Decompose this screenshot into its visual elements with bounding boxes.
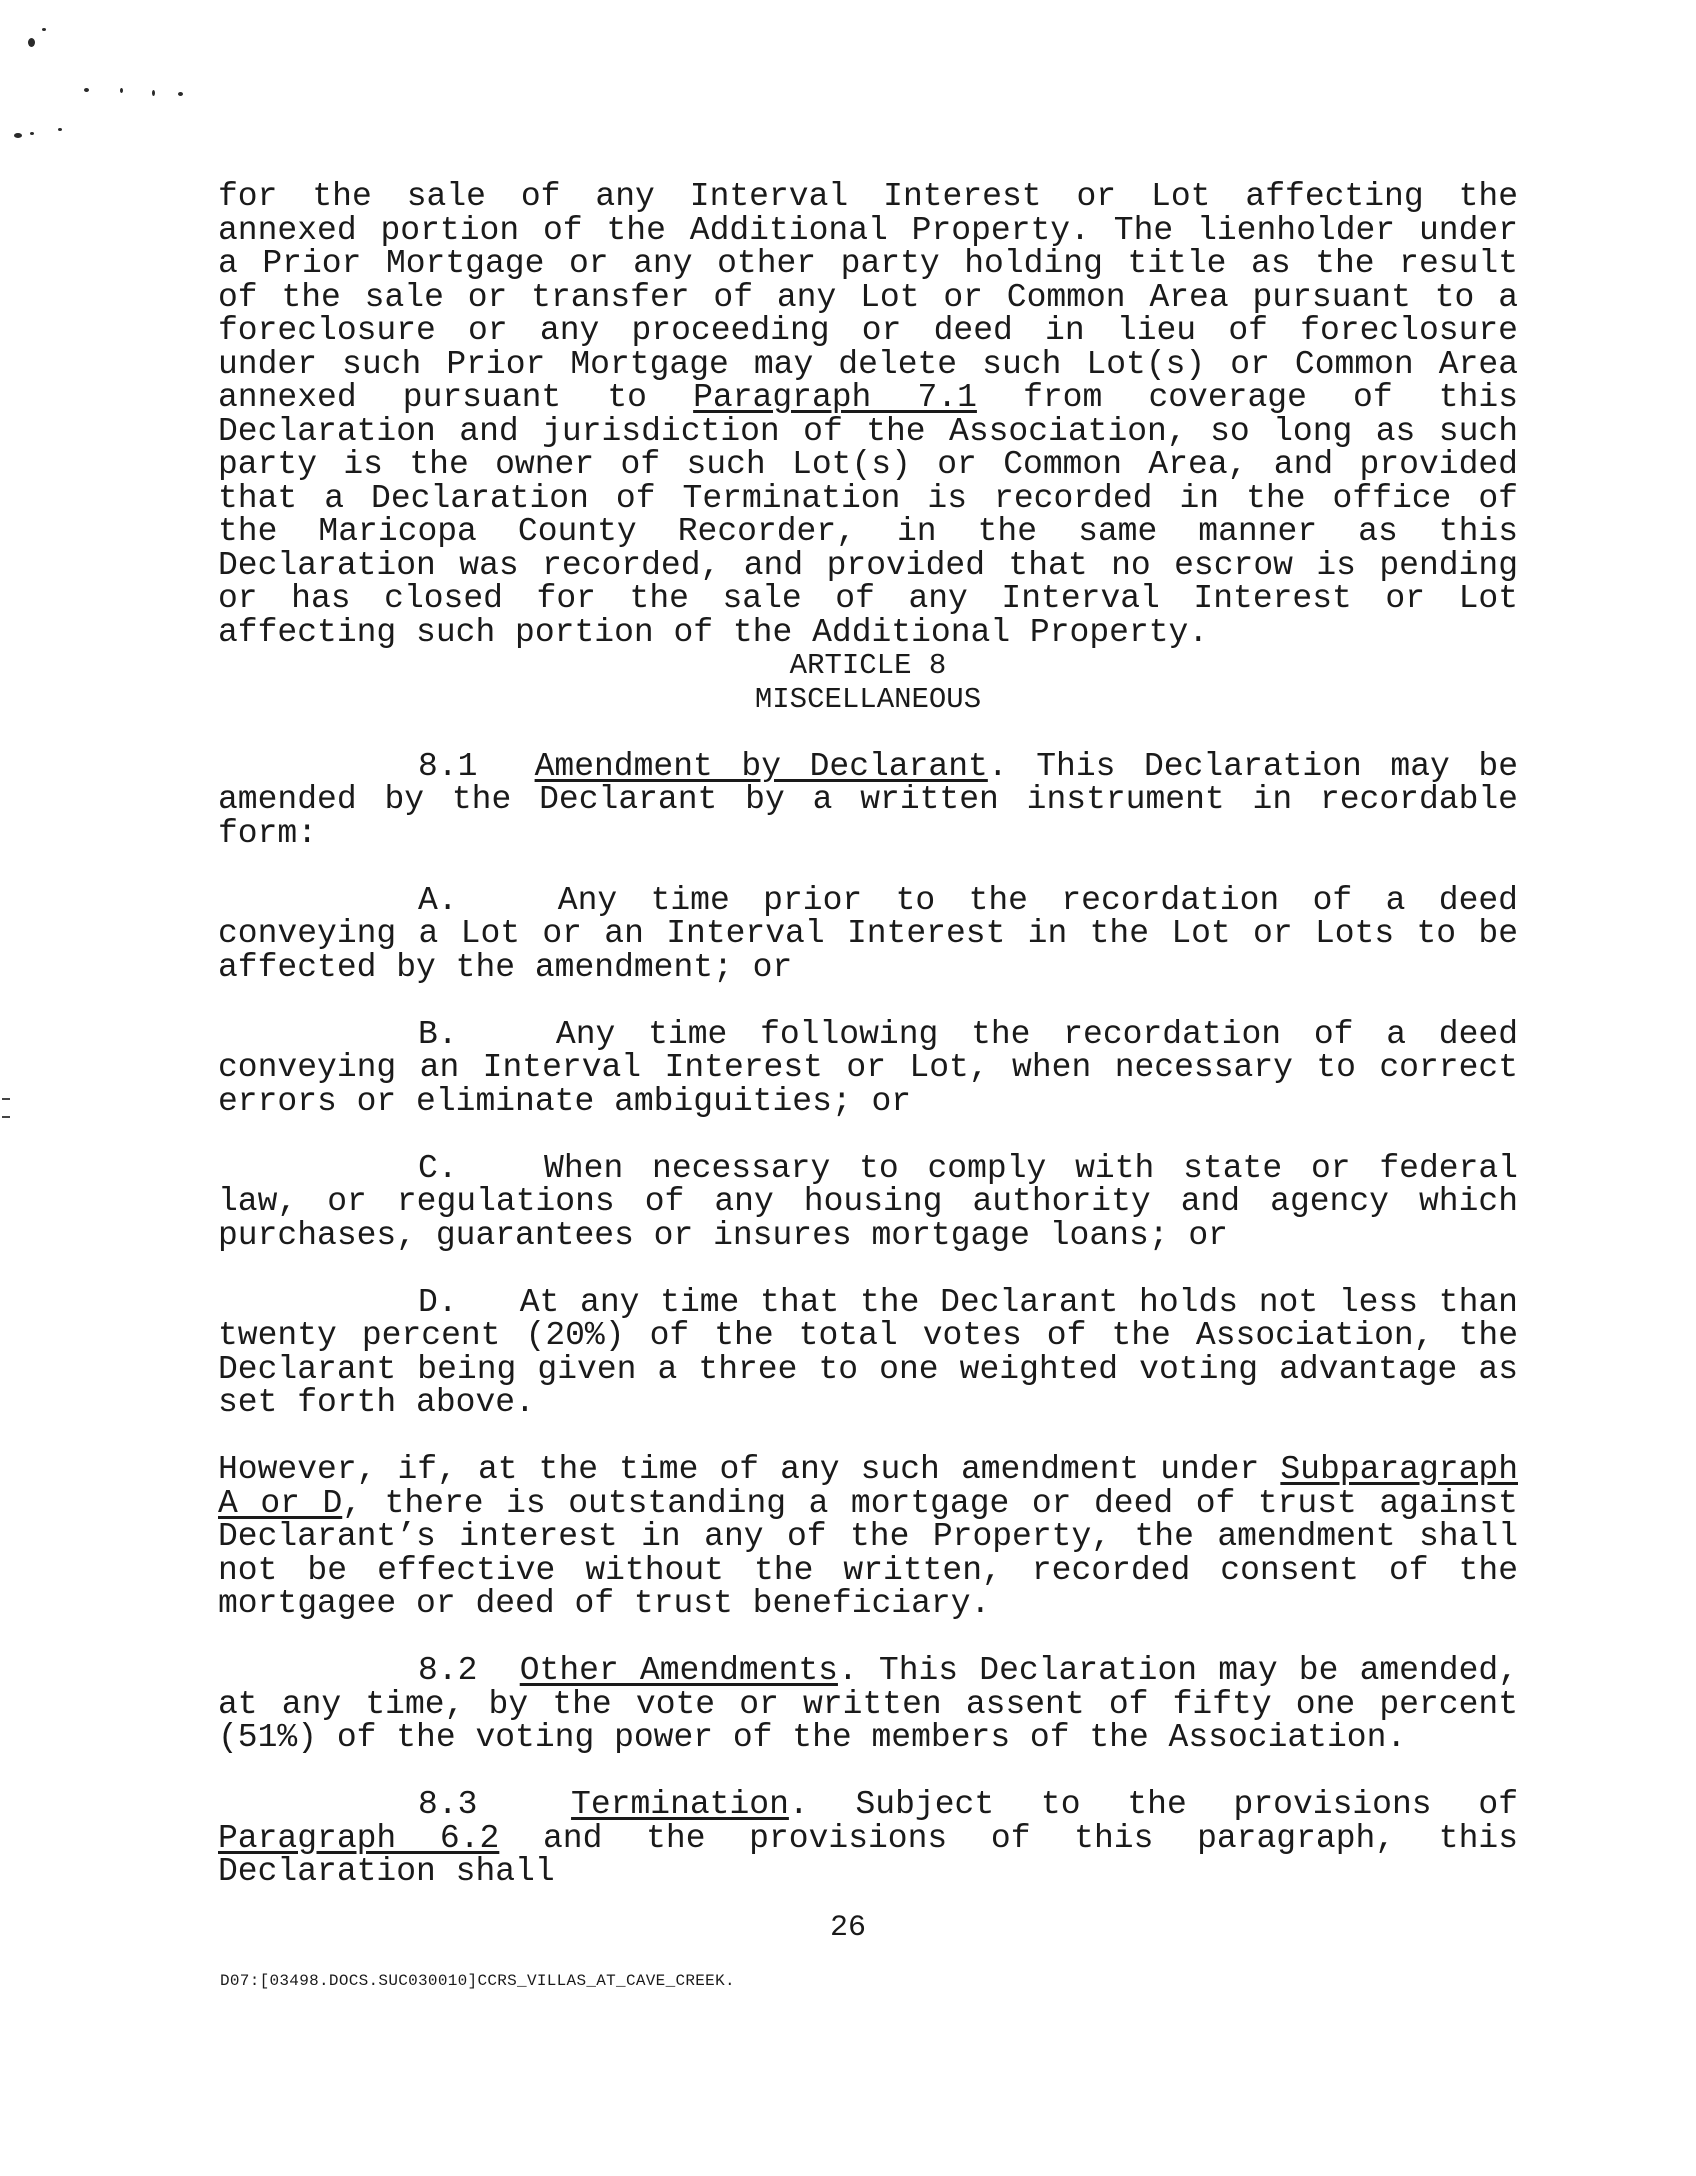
clause-b [218,1015,1519,1120]
page-number: 26 [829,1911,866,1945]
section-heading: Termination [571,1786,789,1823]
scan-speck [58,128,62,131]
clause-letter: C. [418,1149,458,1187]
clause-letter: A. [418,881,458,919]
scan-speck [30,132,34,135]
section-text: . This Declaration may be amended, at any time, by the vote or written assent of fifty one percent (51%) of the voting power of the members of the Association. [218,1652,1518,1756]
section-text-continued: and the provisions of this paragraph, this Declaration shall [218,1819,1518,1890]
section-number: 8.2 [418,1652,478,1689]
scan-speck [28,38,35,47]
scan-speck [84,88,89,92]
section-text: . Subject to the provisions of [788,1786,1518,1823]
section-8-2 [218,1654,1518,1755]
scan-speck [152,90,155,96]
subparagraph-reference: Subparagraph A or D [218,1451,1518,1522]
however-paragraph [218,1453,1518,1621]
section-text: . This Declaration may be amended by the Declarant by a written instrument in recordable form: [218,747,1519,852]
article-number: ARTICLE 8 [789,649,947,682]
clause-c [218,1149,1518,1254]
section-heading: Other Amendments [519,1652,838,1689]
article-title: MISCELLANEOUS [754,682,982,716]
scan-speck [14,133,22,138]
clause-text: Any time following the recordation of a deed conveying an Interval Interest or Lot, when necessary to correct errors or eliminate ambiguities; or [218,1015,1519,1120]
clause-a [218,881,1518,986]
clause-text: When necessary to comply with state or federal law, or regulations of any housing authority and agency which purchases, guarantees or insures mortgage loans; or [218,1149,1518,1254]
footer-document-reference: D07:[03498.DOCS.SUC030010]CCRS_VILLAS_AT_CAVE_CREEK. [220,1972,735,1990]
scan-speck [42,28,46,31]
section-heading: Amendment by Declarant [534,747,988,785]
however-text: However, if, at the time of any such amendment under [218,1451,1281,1488]
document-body [218,180,1518,1889]
however-text-continued: , there is outstanding a mortgage or deed of trust against Declarant’s interest in any of the Property, the amendment shall not be effective without the written, recorded consent of the mortgagee or deed of trust beneficiary. [218,1484,1518,1622]
clause-text: At any time that the Declarant holds not less than twenty percent (20%) of the total votes of the Association, the Declarant being given a three to one weighted voting advantage as set forth above. [218,1283,1518,1421]
margin-tick-marks [2,1098,10,1118]
opening-text-continued: from coverage of this Declaration and jurisdiction of the Association, so long as such party is the owner of such Lot(s) or Common Area, and provided that a Declaration of Termination is recorded in the office of the Maricopa County Recorder, in the same manner as this Declaration was recorded, and provided that no escrow is pending or has closed for the sale of any Interval Interest or Lot affecting such portion of the Additional Property. [218,379,1518,651]
paragraph-6-2-reference: Paragraph 6.2 [218,1819,500,1857]
section-number: 8.3 [418,1786,478,1823]
section-8-3 [218,1788,1518,1889]
clause-letter: D. [418,1283,458,1321]
scan-speck [178,92,183,96]
opening-text: for the sale of any Interval Interest or Lot affecting the annexed portion of the Additional Property. The lienholder under a Prior Mortgage or any other party holding title as the result of the sale or transfer of any Lot or Common Area pursuant to a foreclosure or any proceeding or deed in lieu of foreclosure under such Prior Mortgage may delete such Lot(s) or Common Area annexed pursuant to [218,178,1518,416]
section-8-1 [218,747,1519,852]
section-number: 8.1 [418,747,478,785]
clause-letter: B. [418,1015,458,1053]
opening-paragraph [218,180,1518,649]
scan-speck [120,88,123,93]
paragraph-7-1-reference: Paragraph 7.1 [693,379,977,416]
clause-text: Any time prior to the recordation of a deed conveying a Lot or an Interval Interest in the Lot or Lots to be affected by the amendment; or [218,881,1518,986]
clause-d [218,1283,1518,1421]
